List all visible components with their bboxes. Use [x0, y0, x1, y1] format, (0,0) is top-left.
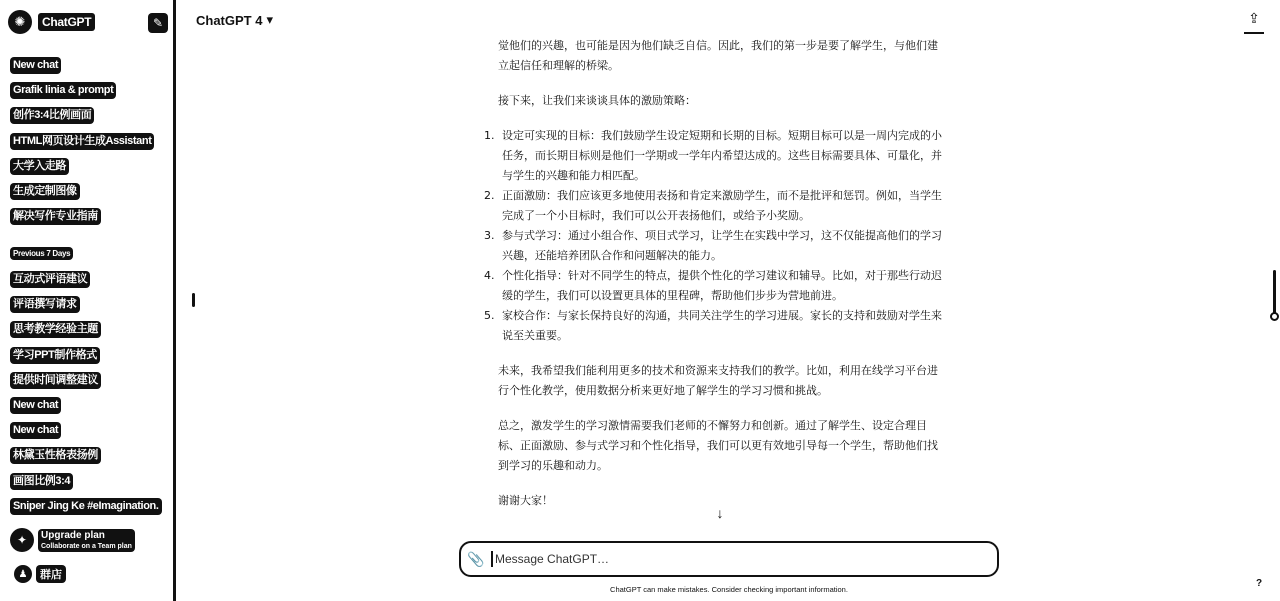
list-number: 1.: [484, 129, 495, 142]
message-paragraph: 谢谢大家！: [498, 494, 553, 507]
scrollbar-track: [1273, 270, 1276, 318]
new-chat-icon[interactable]: ✎: [148, 13, 168, 33]
paperclip-icon[interactable]: 📎: [467, 550, 485, 567]
message-paragraph: 觉他们的兴趣，也可能是因为他们缺乏自信。因此，我们的第一步是要了解学生，与他们建立起信任和理解的桥梁。: [498, 39, 938, 72]
list-number: 5.: [484, 309, 495, 322]
list-item: [484, 266, 944, 306]
chat-item[interactable]: New chat: [10, 57, 61, 74]
list-item: [484, 306, 944, 346]
scroll-down-arrow-icon[interactable]: ↓: [716, 505, 724, 521]
message-composer: [459, 541, 999, 577]
message-paragraph: 总之，激发学生的学习激情需要我们老师的不懈努力和创新。通过了解学生、设定合理目标、正面激励、参与式学习和个性化指导，我们可以更有效地引导每一个学生，帮助他们找到学习的乐趣和动力。: [498, 419, 938, 472]
list-text: 参与式学习：通过小组合作、项目式学习，让学生在实践中学习，这不仅能提高他们的学习兴趣，还能培养团队合作和问题解决的能力。: [502, 229, 942, 262]
chat-item[interactable]: 画图比例3:4: [10, 473, 73, 490]
chat-item[interactable]: 解决写作专业指南: [10, 208, 101, 225]
chat-item[interactable]: 思考教学经验主题: [10, 321, 101, 338]
help-icon[interactable]: ?: [1256, 578, 1263, 589]
brand-button[interactable]: [8, 10, 95, 34]
scrollbar[interactable]: [1270, 270, 1278, 322]
list-item: [484, 186, 944, 226]
chevron-down-icon: ▾: [266, 12, 273, 27]
chat-item[interactable]: 生成定制图像: [10, 183, 80, 200]
list-text: 正面激励：我们应该更多地使用表扬和肯定来激励学生，而不是批评和惩罚。例如，当学生完成了一个小目标时，我们可以公开表扬他们，或给予小奖励。: [502, 189, 942, 222]
upgrade-title: Upgrade plan: [41, 529, 105, 541]
list-number: 2.: [484, 189, 495, 202]
sidebar: [0, 0, 176, 601]
sidebar-toggle-handle[interactable]: [192, 293, 195, 307]
message-paragraph: 未来，我希望我们能利用更多的技术和资源来支持我们的教学。比如，利用在线学习平台进行个性化教学，使用数据分析来更好地了解学生的学习习惯和挑战。: [498, 364, 938, 397]
model-selector[interactable]: [196, 12, 273, 28]
share-icon[interactable]: ⇪: [1244, 10, 1264, 34]
list-item: [484, 226, 944, 266]
chat-item[interactable]: 评语撰写请求: [10, 296, 80, 313]
list-text: 设定可实现的目标：我们鼓励学生设定短期和长期的目标。短期目标可以是一周内完成的小任务，而长期目标则是他们一学期或一学年内希望达成的。这些目标需要具体、可量化，并与学生的兴趣和能力相匹配。: [502, 129, 942, 182]
chat-item[interactable]: HTML网页设计生成Assistant: [10, 133, 154, 150]
chat-item[interactable]: 提供时间调整建议: [10, 372, 101, 389]
model-label: ChatGPT 4: [196, 12, 263, 28]
chat-item[interactable]: New chat: [10, 422, 61, 439]
chat-item[interactable]: 林黛玉性格表扬例: [10, 447, 101, 464]
assistant-message: [484, 36, 944, 526]
scrollbar-thumb[interactable]: [1270, 312, 1279, 321]
chat-list-previous: [10, 267, 170, 519]
chat-list-today: [10, 53, 170, 229]
chat-item[interactable]: 大学入走路: [10, 158, 69, 175]
chat-item[interactable]: 互动式评语建议: [10, 271, 90, 288]
avatar-icon: ♟: [14, 565, 32, 583]
chat-item[interactable]: 学习PPT制作格式: [10, 347, 100, 364]
list-number: 4.: [484, 269, 495, 282]
list-number: 3.: [484, 229, 495, 242]
chat-item[interactable]: New chat: [10, 397, 61, 414]
list-text: 个性化指导：针对不同学生的特点，提供个性化的学习建议和辅导。比如，对于那些行动迟缓的学生，我们可以设置更具体的里程碑，帮助他们步步为营地前进。: [502, 269, 942, 302]
chat-item[interactable]: Grafik linia & prompt: [10, 82, 116, 99]
strategy-list: [484, 126, 944, 346]
list-item: [484, 126, 944, 186]
message-input[interactable]: [491, 551, 951, 567]
openai-logo-icon: ✺: [8, 10, 32, 34]
disclaimer-text: ChatGPT can make mistakes. Consider checking important information.: [610, 585, 848, 594]
brand-label: ChatGPT: [38, 13, 95, 31]
user-menu-button[interactable]: [14, 565, 66, 583]
user-name: 群店: [36, 565, 66, 583]
upgrade-text: [38, 529, 135, 552]
chat-item[interactable]: 创作3:4比例画面: [10, 107, 94, 124]
list-text: 家校合作：与家长保持良好的沟通，共同关注学生的学习进展。家长的支持和鼓励对学生来说至关重要。: [502, 309, 942, 342]
section-label: Previous 7 Days: [10, 247, 73, 260]
sparkle-icon: ✦: [10, 528, 34, 552]
chat-item[interactable]: Sniper Jing Ke #eImagination.: [10, 498, 162, 515]
message-paragraph: 接下来，让我们来谈谈具体的激励策略：: [498, 94, 696, 107]
upgrade-subtitle: Collaborate on a Team plan: [41, 542, 132, 550]
upgrade-plan-button[interactable]: [10, 528, 135, 552]
